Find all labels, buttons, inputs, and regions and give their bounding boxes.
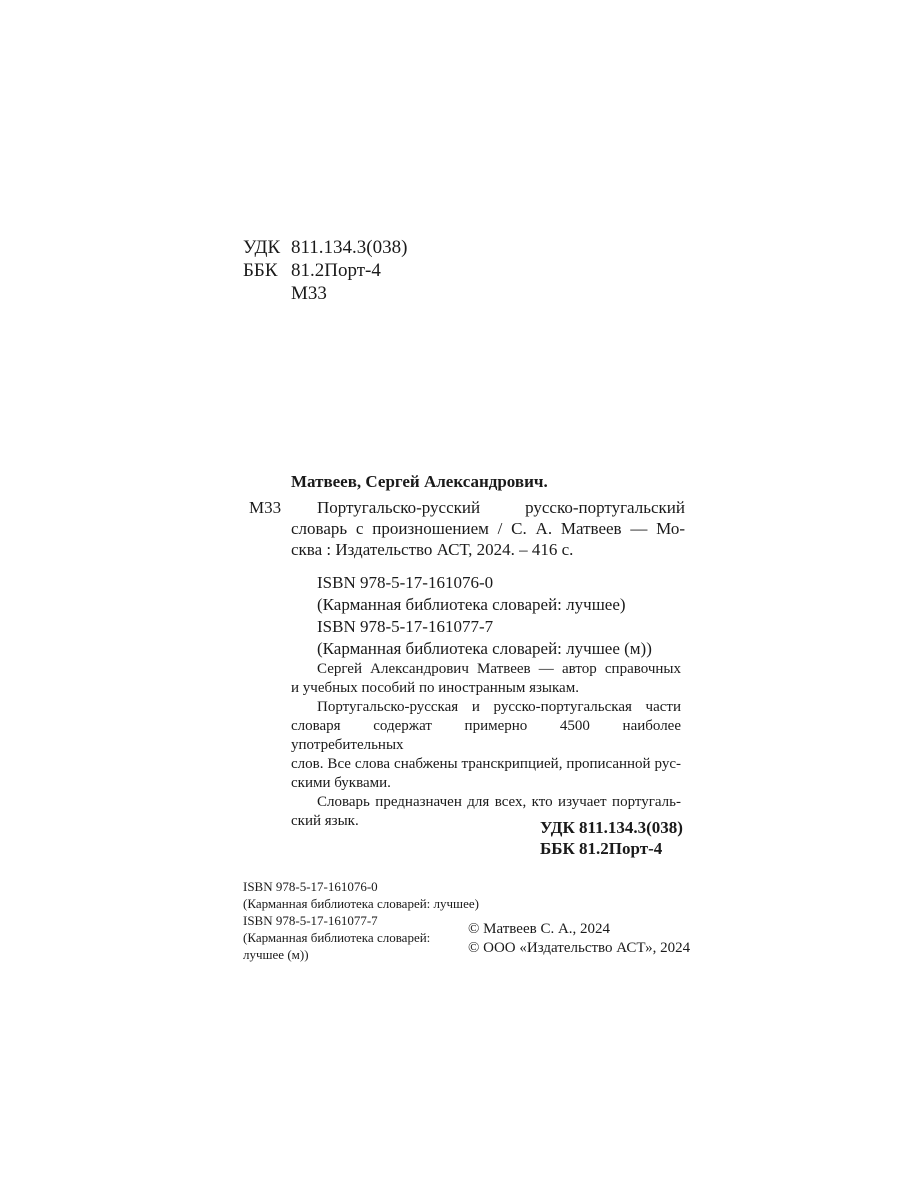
bottom-bbk: ББК 81.2Порт-4 [540, 839, 663, 858]
annotation-line: слов. Все слова снабжены транскрипцией, прописанной рус- [291, 756, 681, 772]
annotation-line: словаря содержат примерно 4500 наиболее употребительных [291, 718, 681, 753]
biblio-line: Португальско-русский русско-португальский [317, 498, 685, 517]
footer-series-line: (Карманная библиотека словарей: [243, 930, 431, 945]
biblio-description [291, 497, 685, 560]
series-line: (Карманная библиотека словарей: лучшее) [317, 595, 626, 614]
bottom-codes [540, 817, 683, 859]
author-mark: М33 [291, 283, 327, 304]
footer-series-line: лучшее (м)) [243, 947, 309, 962]
annotation-line: Сергей Александрович Матвеев — автор справочных [317, 661, 681, 677]
biblio-line: сква : Издательство АСТ, 2024. – 416 с. [291, 540, 574, 559]
author-heading: Матвеев, Сергей Александрович. [291, 472, 548, 491]
author-mark-row [243, 282, 407, 305]
copyright-author: © Матвеев С. А., 2024 [468, 921, 611, 937]
footer-isbn-block [243, 878, 479, 963]
footer-isbn-line: ISBN 978-5-17-161076-0 [243, 879, 378, 894]
udk-label: УДК [243, 237, 281, 258]
biblio-line: словарь с произношением / С. А. Матвеев — Мо- [291, 519, 685, 538]
classification-block [243, 236, 407, 305]
footer-isbn-line: ISBN 978-5-17-161077-7 [243, 913, 378, 928]
bbk-row [243, 259, 407, 282]
isbn-line: ISBN 978-5-17-161077-7 [317, 617, 494, 636]
series-line: (Карманная библиотека словарей: лучшее (м)) [317, 639, 652, 658]
annotation-line: Португальско-русская и русско-португальская части [317, 699, 681, 715]
udk-row [243, 236, 407, 259]
annotation-line: скими буквами. [291, 775, 391, 791]
biblio-author-mark: М33 [249, 498, 282, 517]
udk-value: 811.134.3(038) [291, 237, 408, 258]
footer-series-line: (Карманная библиотека словарей: лучшее) [243, 896, 479, 911]
annotation [291, 660, 681, 831]
annotation-line: ский язык. [291, 813, 359, 829]
annotation-line: Словарь предназначен для всех, кто изучает португаль- [317, 794, 681, 810]
biblio-isbn-block [317, 572, 652, 659]
bbk-label: ББК [243, 260, 278, 281]
isbn-line: ISBN 978-5-17-161076-0 [317, 573, 494, 592]
bbk-value: 81.2Порт-4 [291, 260, 381, 281]
annotation-line: и учебных пособий по иностранным языкам. [291, 680, 579, 696]
copyright-publisher: © ООО «Издательство АСТ», 2024 [468, 940, 691, 956]
copyright-block [468, 920, 690, 958]
bottom-udk: УДК 811.134.3(038) [540, 818, 683, 837]
